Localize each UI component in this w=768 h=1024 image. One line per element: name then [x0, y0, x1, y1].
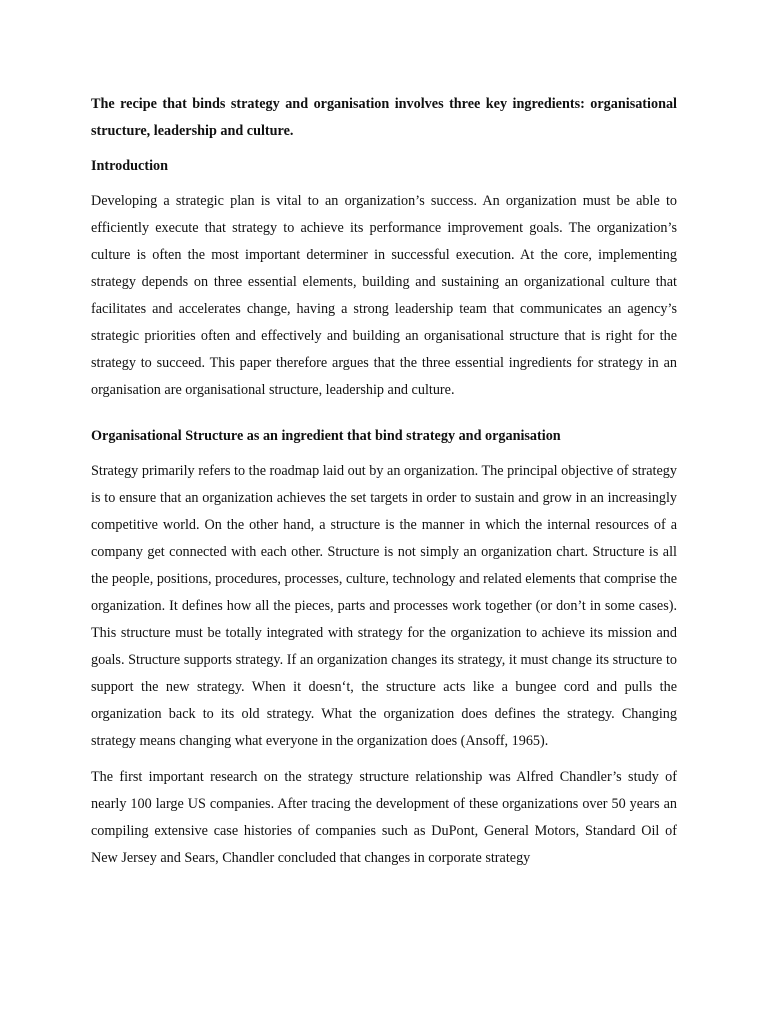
introduction-paragraph: Developing a strategic plan is vital to an organization’s success. An organization must be able to efficiently execute that strategy to achieve its performance improvement goals. The organization’s culture is often the most important determiner in successful execution. At the core, implementing strategy depends on three essential elements, building and sustaining an organizational culture that facilitates and accelerates change, having a strong leadership team that communicates an agency’s strategic priorities often and effectively and building an organisational structure that is right for the strategy to succeed. This paper therefore argues that the three essential ingredients for strategy in an organisation are organisational structure, leadership and culture.: [91, 193, 677, 398]
section-heading-introduction: Introduction: [91, 158, 168, 174]
section-heading-organisational-structure: Organisational Structure as an ingredient that bind strategy and organisation: [91, 428, 561, 444]
structure-paragraph-2: The first important research on the strategy structure relationship was Alfred Chandler’s study of nearly 100 large US companies. After tracing the development of these organizations over 50 years an compiling extensive case histories of companies such as DuPont, General Motors, Standard Oil of New Jersey and Sears, Chandler concluded that changes in corporate strategy: [91, 769, 677, 866]
document-title: The recipe that binds strategy and organisation involves three key ingredients: organisational structure, leadership and culture.: [91, 96, 677, 139]
document-body: [91, 91, 677, 872]
structure-paragraph-1: Strategy primarily refers to the roadmap laid out by an organization. The principal objective of strategy is to ensure that an organization achieves the set targets in order to sustain and grow in an increasingly competitive world. On the other hand, a structure is the manner in which the internal resources of a company get connected with each other. Structure is not simply an organization chart. Structure is all the people, positions, procedures, processes, culture, technology and related elements that comprise the organization. It defines how all the pieces, parts and processes work together (or don’t in some cases). This structure must be totally integrated with strategy for the organization to achieve its mission and goals. Structure supports strategy. If an organization changes its strategy, it must change its structure to support the new strategy. When it doesn‘t, the structure acts like a bungee cord and pulls the organization back to its old strategy. What the organization does defines the strategy. Changing strategy means changing what everyone in the organization does (Ansoff, 1965).: [91, 463, 677, 749]
